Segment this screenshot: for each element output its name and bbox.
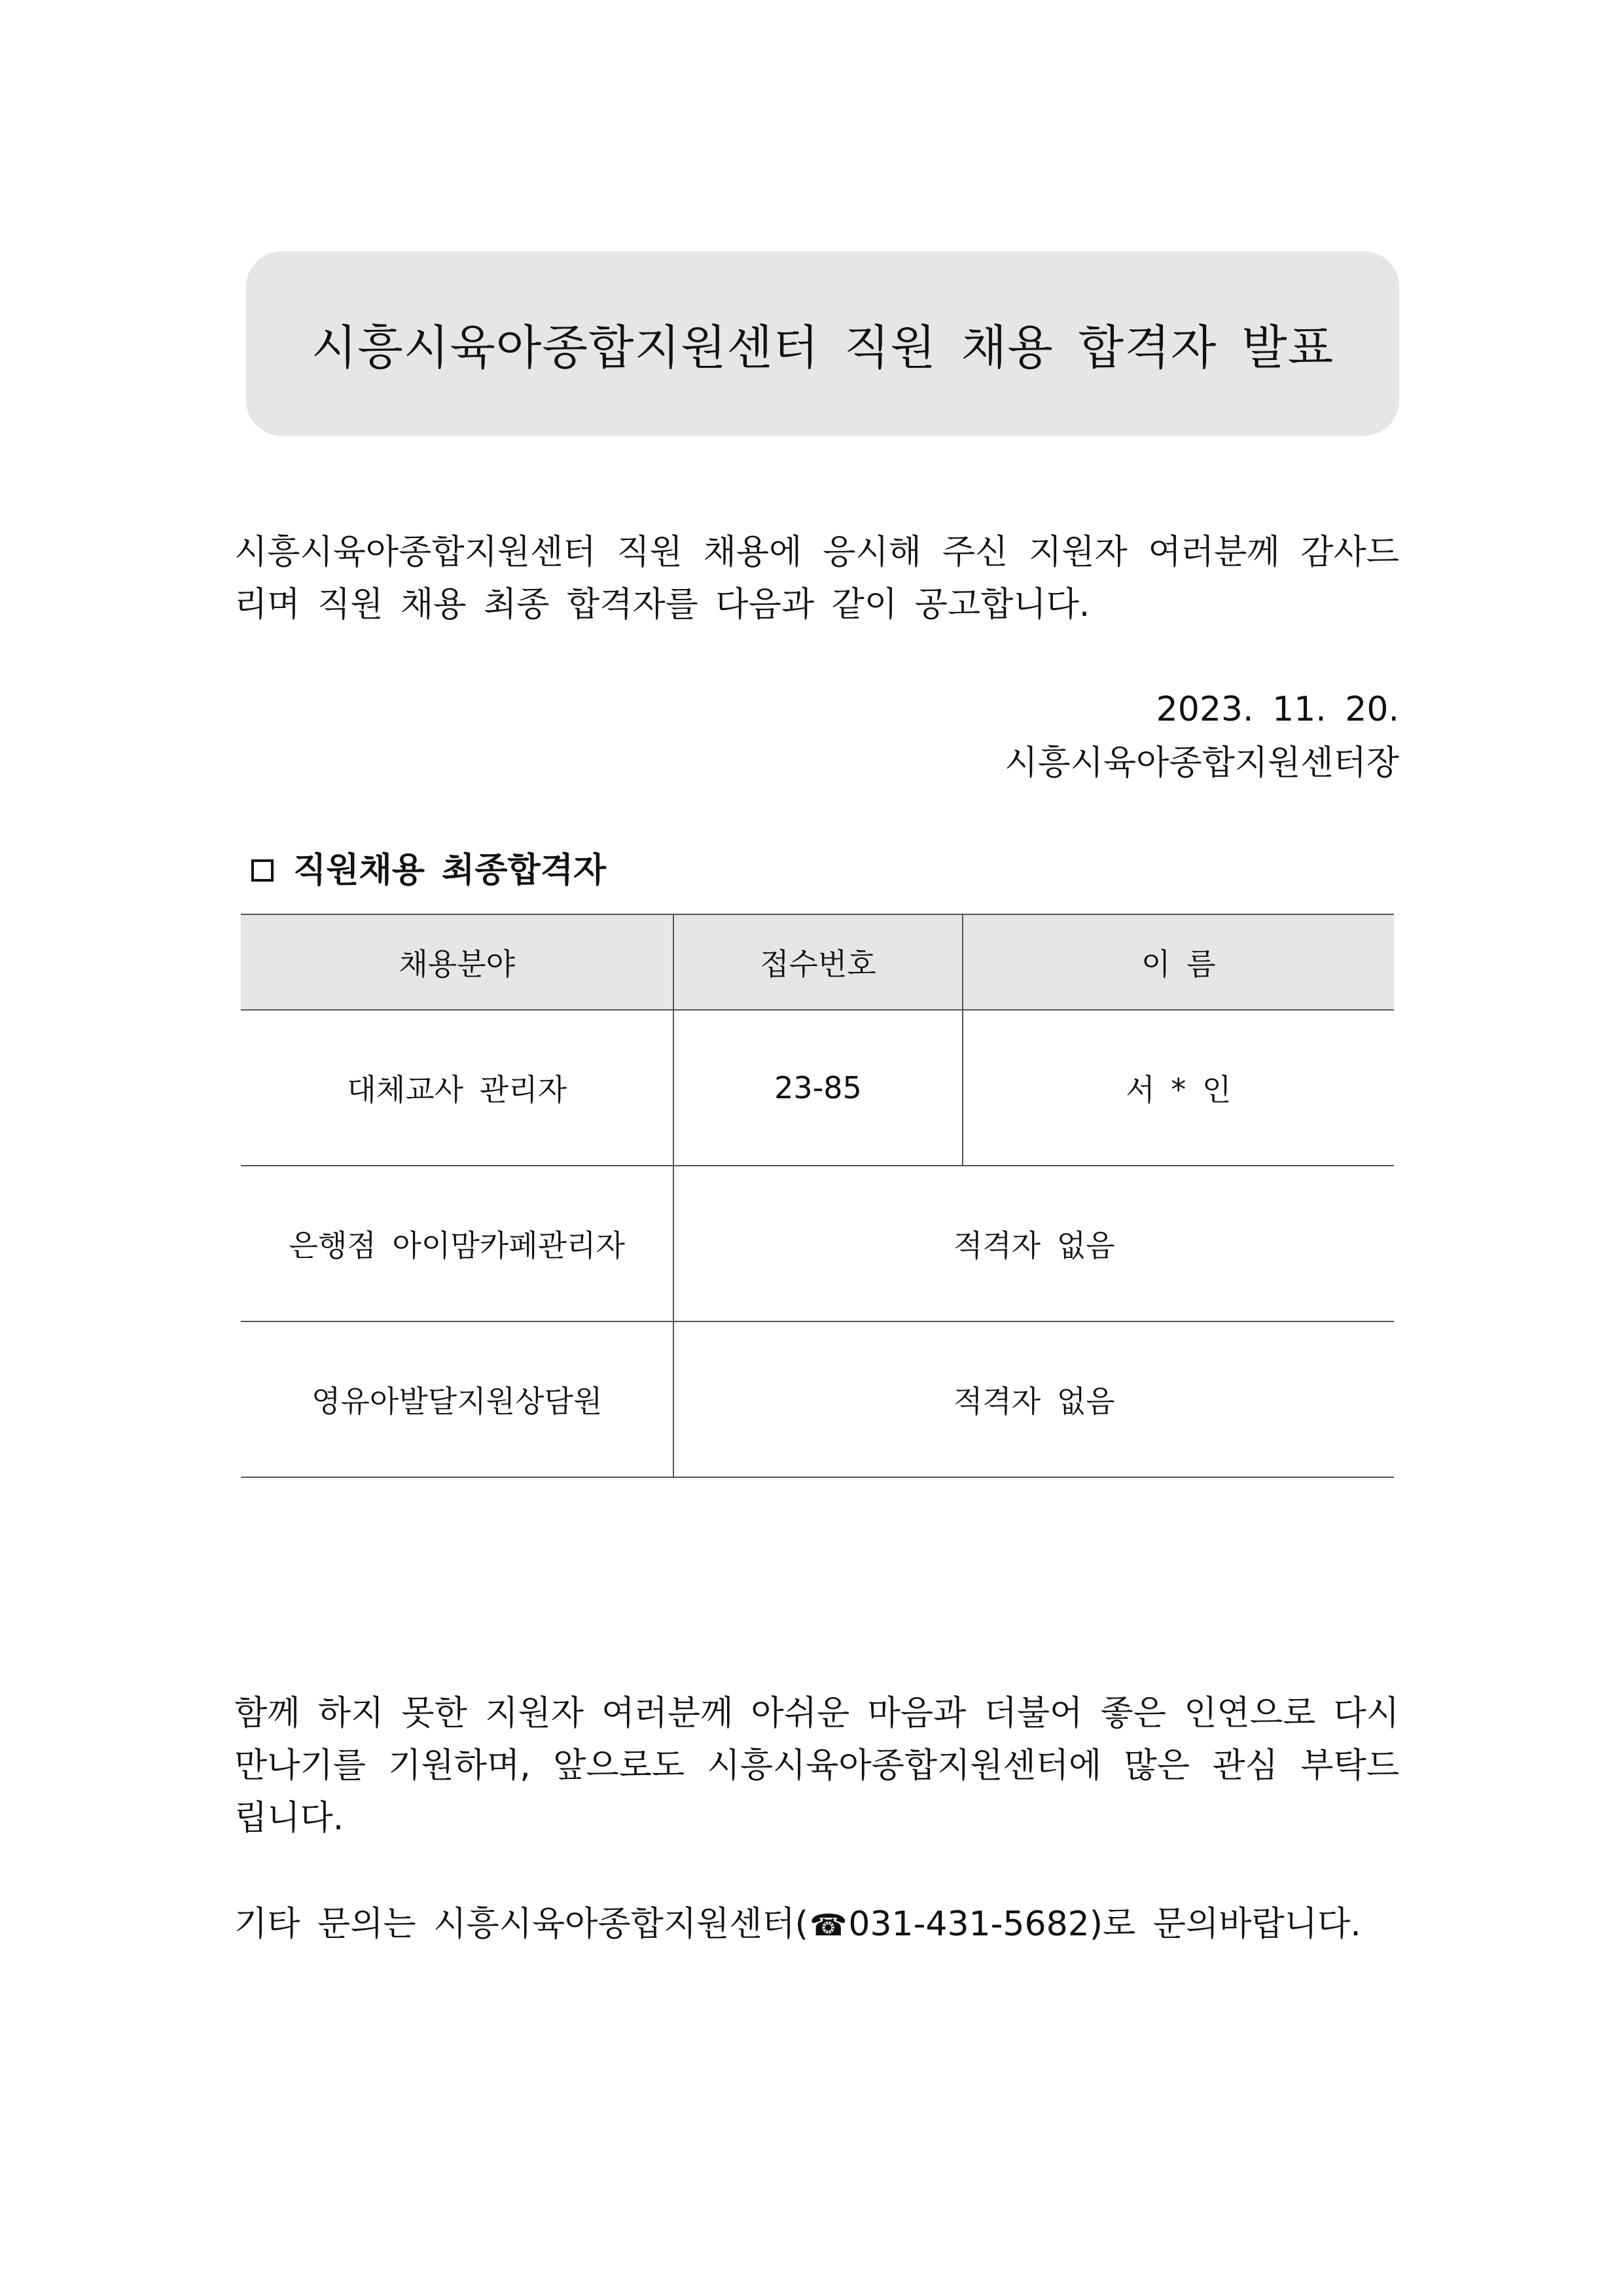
title-banner xyxy=(246,251,1399,436)
row-field: 은행점 아이맘카페관리자 xyxy=(241,1166,673,1321)
contact-paragraph xyxy=(234,1898,1399,1951)
row-name: 서 * 인 xyxy=(963,1010,1394,1166)
row-note: 적격자 없음 xyxy=(673,1321,1394,1477)
results-table xyxy=(241,914,1394,1478)
table-row xyxy=(241,1010,1394,1166)
header-name: 이 름 xyxy=(963,914,1394,1010)
section-heading-text: 직원채용 최종합격자 xyxy=(293,851,607,890)
header-number: 접수번호 xyxy=(673,914,962,1010)
row-field: 대체교사 관리자 xyxy=(241,1010,673,1166)
table-header-row xyxy=(241,914,1394,1010)
announcement-signer: 시흥시육아종합지원센터장 xyxy=(1005,744,1399,783)
contact-phone: 031-431-5682 xyxy=(848,1905,1090,1944)
row-number: 23-85 xyxy=(673,1010,962,1166)
row-field: 영유아발달지원상담원 xyxy=(241,1321,673,1477)
intro-paragraph: 시흥시육아종합지원센터 직원 채용에 응시해 주신 지원자 여러분께 감사드리며 직원 채용 최종 합격자를 다음과 같이 공고합니다. xyxy=(234,533,1399,624)
phone-icon: ☎ xyxy=(810,1907,847,1943)
section-heading xyxy=(251,844,606,897)
page-title: 시흥시육아종합지원센터 직원 채용 합격자 발표 xyxy=(311,320,1334,375)
closing-paragraph: 함께 하지 못한 지원자 여러분께 아쉬운 마음과 더불어 좋은 인연으로 다시 만나기를 기원하며, 앞으로도 시흥시육아종합지원센터에 많은 관심 부탁드립니다. xyxy=(234,1694,1399,1838)
checkbox-icon xyxy=(251,859,274,882)
announcement-date: 2023. 11. 20. xyxy=(1156,690,1399,729)
header-field: 채용분야 xyxy=(241,914,673,1010)
table-row xyxy=(241,1321,1394,1477)
table-row xyxy=(241,1166,1394,1321)
contact-suffix: )로 문의바랍니다. xyxy=(1089,1905,1361,1944)
row-note: 적격자 없음 xyxy=(673,1166,1394,1321)
contact-prefix: 기타 문의는 시흥시육아종합지원센터( xyxy=(234,1905,809,1944)
